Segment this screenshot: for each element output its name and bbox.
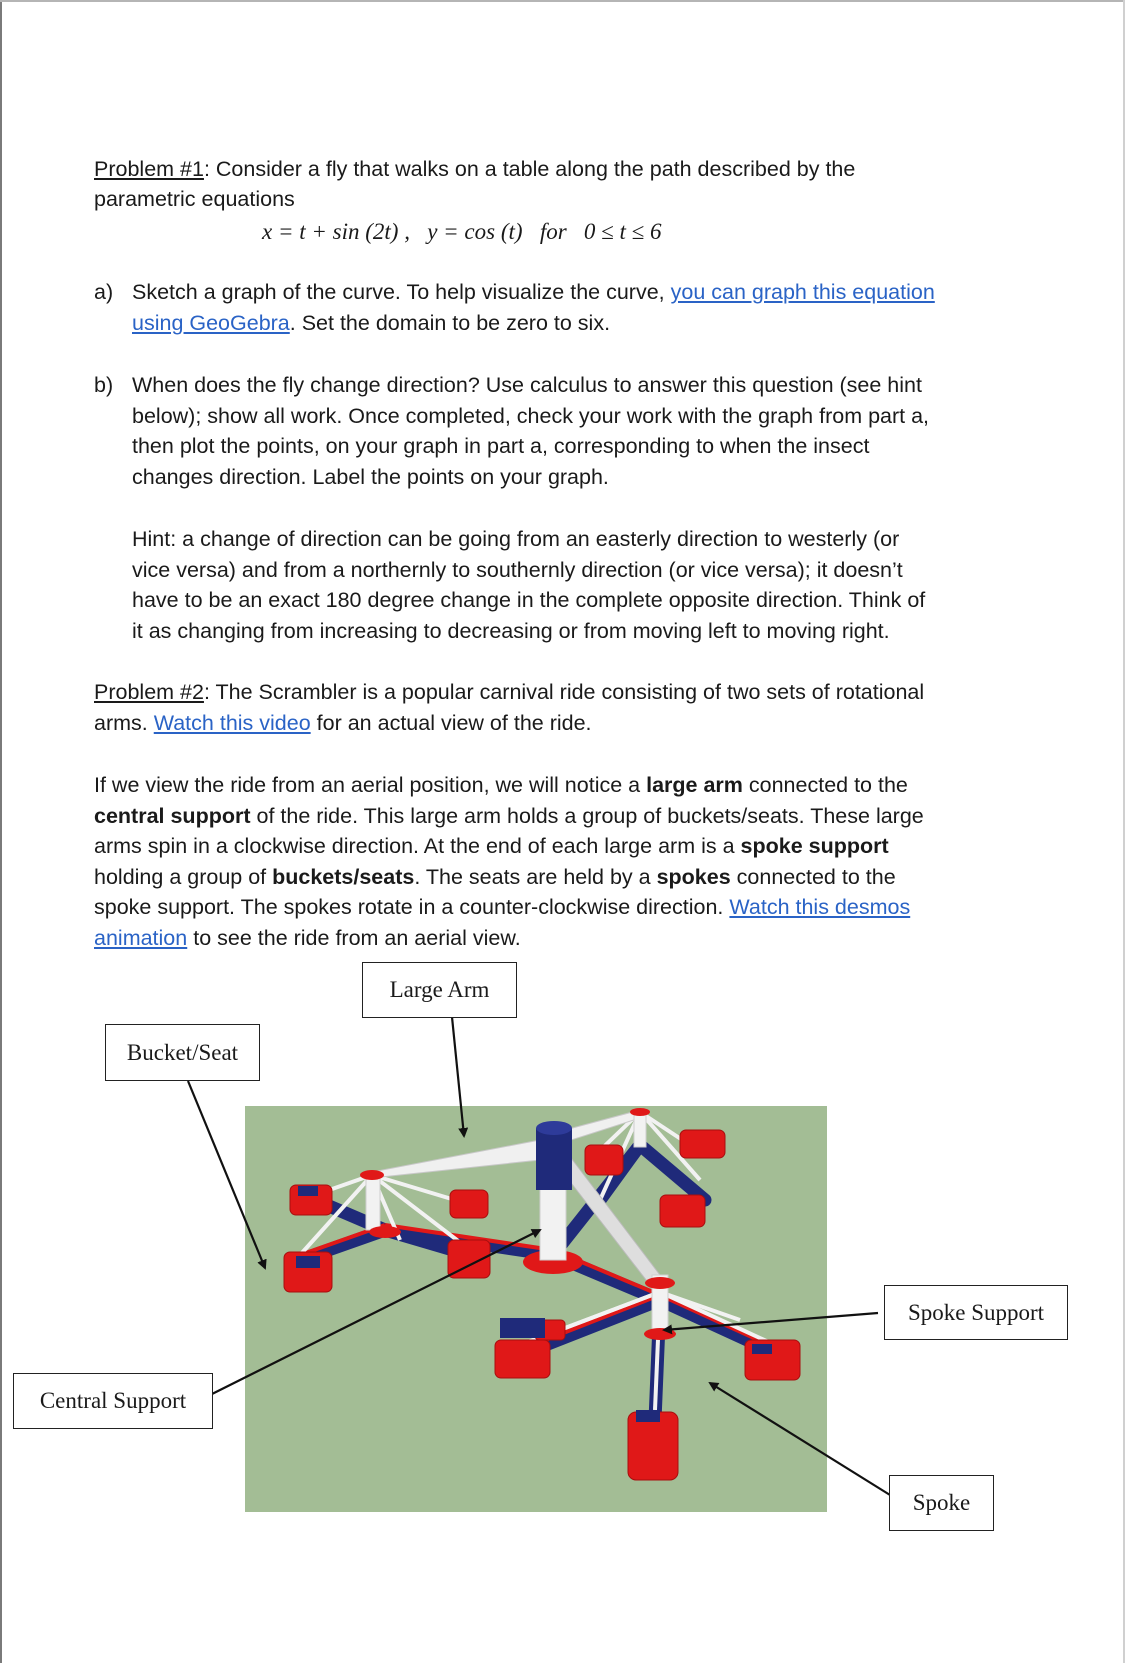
part-b-line: below); show all work. Once completed, check your work with the graph from part a, [132, 403, 930, 428]
part-a-label: a) [94, 280, 114, 304]
equation-domain: 0 ≤ t ≤ 6 [583, 219, 662, 244]
problem2-heading: Problem #2 [94, 680, 204, 704]
desc-text: holding a group of [94, 864, 267, 889]
desmos-link-2[interactable]: animation [94, 925, 188, 950]
problem2-line1: : The Scrambler is a popular carnival ride consisting of two sets of rotational [203, 680, 925, 704]
label-bucket-seat: Bucket/Seat [105, 1024, 260, 1081]
part-b-line: then plot the points, on your graph in part a, corresponding to when the insect [132, 434, 870, 458]
equation-y: y = cos (t) [427, 219, 523, 244]
hint-line: vice versa) and from a northernly to southernly direction (or vice versa); it doesn’t [132, 557, 903, 582]
geogebra-link-2[interactable]: using GeoGebra [132, 310, 290, 335]
part-b-line: changes direction. Label the points on your graph. [132, 464, 609, 489]
hint-line: it as changing from increasing to decreasing or from moving left to moving right. [132, 618, 890, 643]
desc-text: If we view the ride from an aerial position, we will notice a [94, 773, 641, 797]
problem2-line2-end: for an actual view of the ride. [316, 710, 592, 735]
watch-video-link[interactable]: Watch this video [153, 710, 311, 735]
problem1-heading: Problem #1 [94, 157, 204, 181]
hint-line: have to be an exact 180 degree change in the complete opposite direction. Think of [132, 588, 926, 612]
part-a-text-2: . Set the domain to be zero to six. [289, 310, 611, 335]
desc-bold-large-arm: large arm [646, 773, 743, 797]
label-spoke: Spoke [889, 1475, 994, 1531]
hint-line: Hint: a change of direction can be going from an easterly direction to westerly (or [132, 527, 900, 551]
label-central-support: Central Support [13, 1373, 213, 1429]
desc-text: connected to the [736, 864, 896, 889]
desc-bold-spoke-support: spoke support [740, 834, 889, 858]
part-b-label: b) [94, 373, 114, 397]
label-large-arm: Large Arm [362, 962, 517, 1018]
label-spoke-support: Spoke Support [884, 1285, 1068, 1340]
desc-text: spoke support. The spokes rotate in a counter-clockwise direction. [94, 895, 724, 919]
problem2-line2-start: arms. [94, 710, 148, 735]
desc-text: to see the ride from an aerial view. [193, 925, 521, 950]
desc-text: of the ride. This large arm holds a group of buckets/seats. These large [256, 803, 924, 828]
desc-text: connected to the [748, 773, 908, 797]
desc-bold-spokes: spokes [656, 864, 731, 889]
part-b-line: When does the fly change direction? Use calculus to answer this question (see hint [132, 373, 922, 397]
equation-x: x = t + sin (2t) , [262, 219, 410, 244]
problem1-intro-1: : Consider a fly that walks on a table along the path described by the [203, 157, 856, 181]
problem1-intro-2: parametric equations [94, 187, 295, 211]
equation-for: for [539, 219, 567, 244]
desc-text: . The seats are held by a [414, 864, 651, 889]
part-a-text-1: Sketch a graph of the curve. To help visualize the curve, [132, 280, 665, 304]
desmos-link-1[interactable]: Watch this desmos [729, 895, 911, 919]
desc-bold-buckets: buckets/seats [272, 864, 415, 889]
desc-text: arms spin in a clockwise direction. At the end of each large arm is a [94, 834, 735, 858]
desc-bold-central-support: central support [94, 803, 251, 828]
geogebra-link-1[interactable]: you can graph this equation [670, 280, 935, 304]
